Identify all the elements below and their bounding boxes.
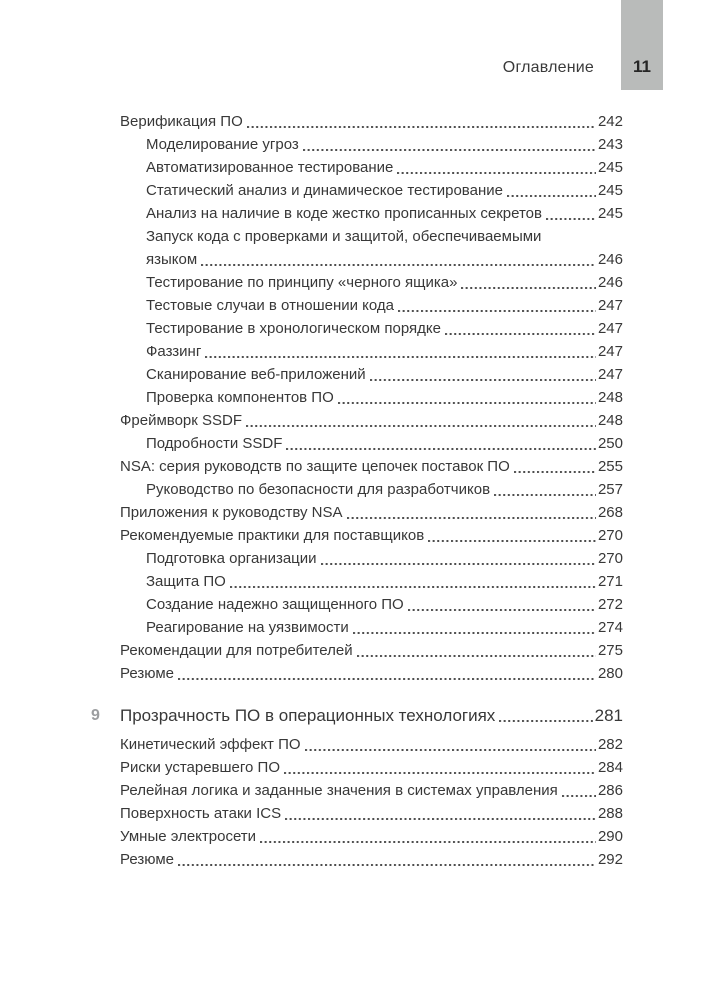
toc-entry (120, 271, 623, 294)
entry-page-number: 245 (597, 159, 623, 176)
entry-title: Создание надежно защищенного ПО (146, 596, 404, 613)
entry-title: Рекомендуемые практики для поставщиков (120, 527, 425, 544)
running-header: Оглавление (502, 59, 594, 76)
toc-entry (120, 662, 623, 685)
dot-leader (230, 586, 596, 588)
entry-page-number: 255 (597, 458, 623, 475)
entry-page-number: 268 (597, 504, 623, 521)
entry-title: Риски устаревшего ПО (120, 759, 280, 776)
entry-title: Кинетический эффект ПО (120, 736, 301, 753)
entry-title: Фреймворк SSDF (120, 412, 242, 429)
toc-entry (120, 524, 623, 547)
entry-page-number: 243 (597, 136, 623, 153)
dot-leader (357, 655, 596, 657)
entry-page-number: 281 (594, 706, 623, 725)
dot-leader (305, 749, 596, 751)
toc-entry (120, 179, 623, 202)
entry-page-number: 246 (597, 251, 623, 268)
toc-entry (120, 455, 623, 478)
toc-entry (120, 225, 623, 248)
entry-page-number: 248 (597, 412, 623, 429)
dot-leader (514, 471, 596, 473)
dot-leader (408, 609, 596, 611)
dot-leader (445, 333, 596, 335)
toc-entry-continuation (120, 248, 623, 271)
entry-title: Анализ на наличие в коде жестко прописанных секретов (146, 205, 542, 222)
dot-leader (562, 795, 596, 797)
entry-title: Сканирование веб-приложений (146, 366, 366, 383)
entry-page-number: 248 (597, 389, 623, 406)
entry-page-number: 245 (597, 182, 623, 199)
toc-entry (120, 616, 623, 639)
entry-title: Фаззинг (146, 343, 202, 360)
entry-title: Запуск кода с проверками и защитой, обеспечиваемыми (146, 228, 542, 245)
toc-chapter-entry (91, 703, 623, 728)
toc-entry (120, 756, 623, 779)
toc-entry (120, 133, 623, 156)
dot-leader (370, 379, 596, 381)
entry-title: Реагирование на уязвимости (146, 619, 349, 636)
entry-title: Автоматизированное тестирование (146, 159, 394, 176)
toc-entry (120, 733, 623, 756)
entry-page-number: 242 (597, 113, 623, 130)
dot-leader (347, 517, 596, 519)
toc-entry (120, 156, 623, 179)
entry-title: Подготовка организации (146, 550, 317, 567)
entry-page-number: 290 (597, 828, 623, 845)
entry-title: Резюме (120, 665, 174, 682)
table-of-contents (91, 110, 623, 871)
entry-page-number: 247 (597, 297, 623, 314)
dot-leader (205, 356, 596, 358)
dot-leader (398, 310, 596, 312)
dot-leader (338, 402, 596, 404)
toc-entry (120, 409, 623, 432)
dot-leader (397, 172, 596, 174)
entry-page-number: 271 (597, 573, 623, 590)
entry-page-number: 275 (597, 642, 623, 659)
entry-page-number: 288 (597, 805, 623, 822)
entry-page-number: 284 (597, 759, 623, 776)
dot-leader (201, 264, 596, 266)
entry-title: Руководство по безопасности для разработчиков (146, 481, 491, 498)
chapter-title: Прозрачность ПО в операционных технологиях (120, 706, 496, 725)
dot-leader (284, 772, 596, 774)
entry-title: Верификация ПО (120, 113, 243, 130)
dot-leader (247, 126, 596, 128)
entry-title: Подробности SSDF (146, 435, 283, 452)
entry-page-number: 272 (597, 596, 623, 613)
entry-title: Умные электросети (120, 828, 257, 845)
toc-entry (120, 639, 623, 662)
toc-entry (120, 848, 623, 871)
dot-leader (285, 818, 596, 820)
toc-entry (120, 825, 623, 848)
toc-entry (120, 386, 623, 409)
entry-title: Приложения к руководству NSA (120, 504, 343, 521)
toc-entry (120, 202, 623, 225)
toc-entry (120, 802, 623, 825)
toc-entry (120, 547, 623, 570)
toc-entry (120, 363, 623, 386)
entry-page-number: 247 (597, 366, 623, 383)
toc-entry (120, 501, 623, 524)
entry-title: Рекомендации для потребителей (120, 642, 353, 659)
entry-page-number: 274 (597, 619, 623, 636)
dot-leader (178, 864, 596, 866)
toc-entry (120, 340, 623, 363)
entry-title: Моделирование угроз (146, 136, 299, 153)
page-number: 11 (633, 57, 651, 76)
dot-leader (246, 425, 596, 427)
entry-title: Тестирование в хронологическом порядке (146, 320, 441, 337)
entry-page-number: 250 (597, 435, 623, 452)
entry-page-number: 247 (597, 320, 623, 337)
toc-entry (120, 779, 623, 802)
toc-entry (120, 432, 623, 455)
dot-leader (428, 540, 596, 542)
entry-page-number: 280 (597, 665, 623, 682)
entry-title: языком (146, 251, 198, 268)
entry-title: Релейная логика и заданные значения в системах управления (120, 782, 558, 799)
dot-leader (494, 494, 596, 496)
entry-title: Защита ПО (146, 573, 226, 590)
dot-leader (286, 448, 596, 450)
entry-title: Тестовые случаи в отношении кода (146, 297, 394, 314)
dot-leader (353, 632, 596, 634)
entry-page-number: 245 (597, 205, 623, 222)
dot-leader (461, 287, 595, 289)
dot-leader (303, 149, 596, 151)
toc-entry (120, 593, 623, 616)
chapter-number: 9 (91, 707, 100, 724)
dot-leader (260, 841, 596, 843)
entry-title: Поверхность атаки ICS (120, 805, 282, 822)
entry-page-number: 246 (597, 274, 623, 291)
dot-leader (321, 563, 596, 565)
toc-entry (120, 294, 623, 317)
dot-leader (507, 195, 596, 197)
entry-title: Тестирование по принципу «черного ящика» (146, 274, 458, 291)
toc-entry (120, 317, 623, 340)
entry-title: Резюме (120, 851, 174, 868)
entry-page-number: 270 (597, 550, 623, 567)
toc-entry (120, 110, 623, 133)
entry-title: NSA: серия руководств по защите цепочек поставок ПО (120, 458, 510, 475)
toc-entry (120, 570, 623, 593)
entry-page-number: 282 (597, 736, 623, 753)
entry-page-number: 270 (597, 527, 623, 544)
entry-title: Статический анализ и динамическое тестирование (146, 182, 503, 199)
entry-title: Проверка компонентов ПО (146, 389, 334, 406)
page-number-box (621, 0, 663, 90)
dot-leader (546, 218, 596, 220)
entry-page-number: 257 (597, 481, 623, 498)
entry-page-number: 286 (597, 782, 623, 799)
toc-entry (120, 478, 623, 501)
dot-leader (178, 678, 596, 680)
dot-leader (499, 720, 592, 722)
entry-page-number: 292 (597, 851, 623, 868)
entry-page-number: 247 (597, 343, 623, 360)
